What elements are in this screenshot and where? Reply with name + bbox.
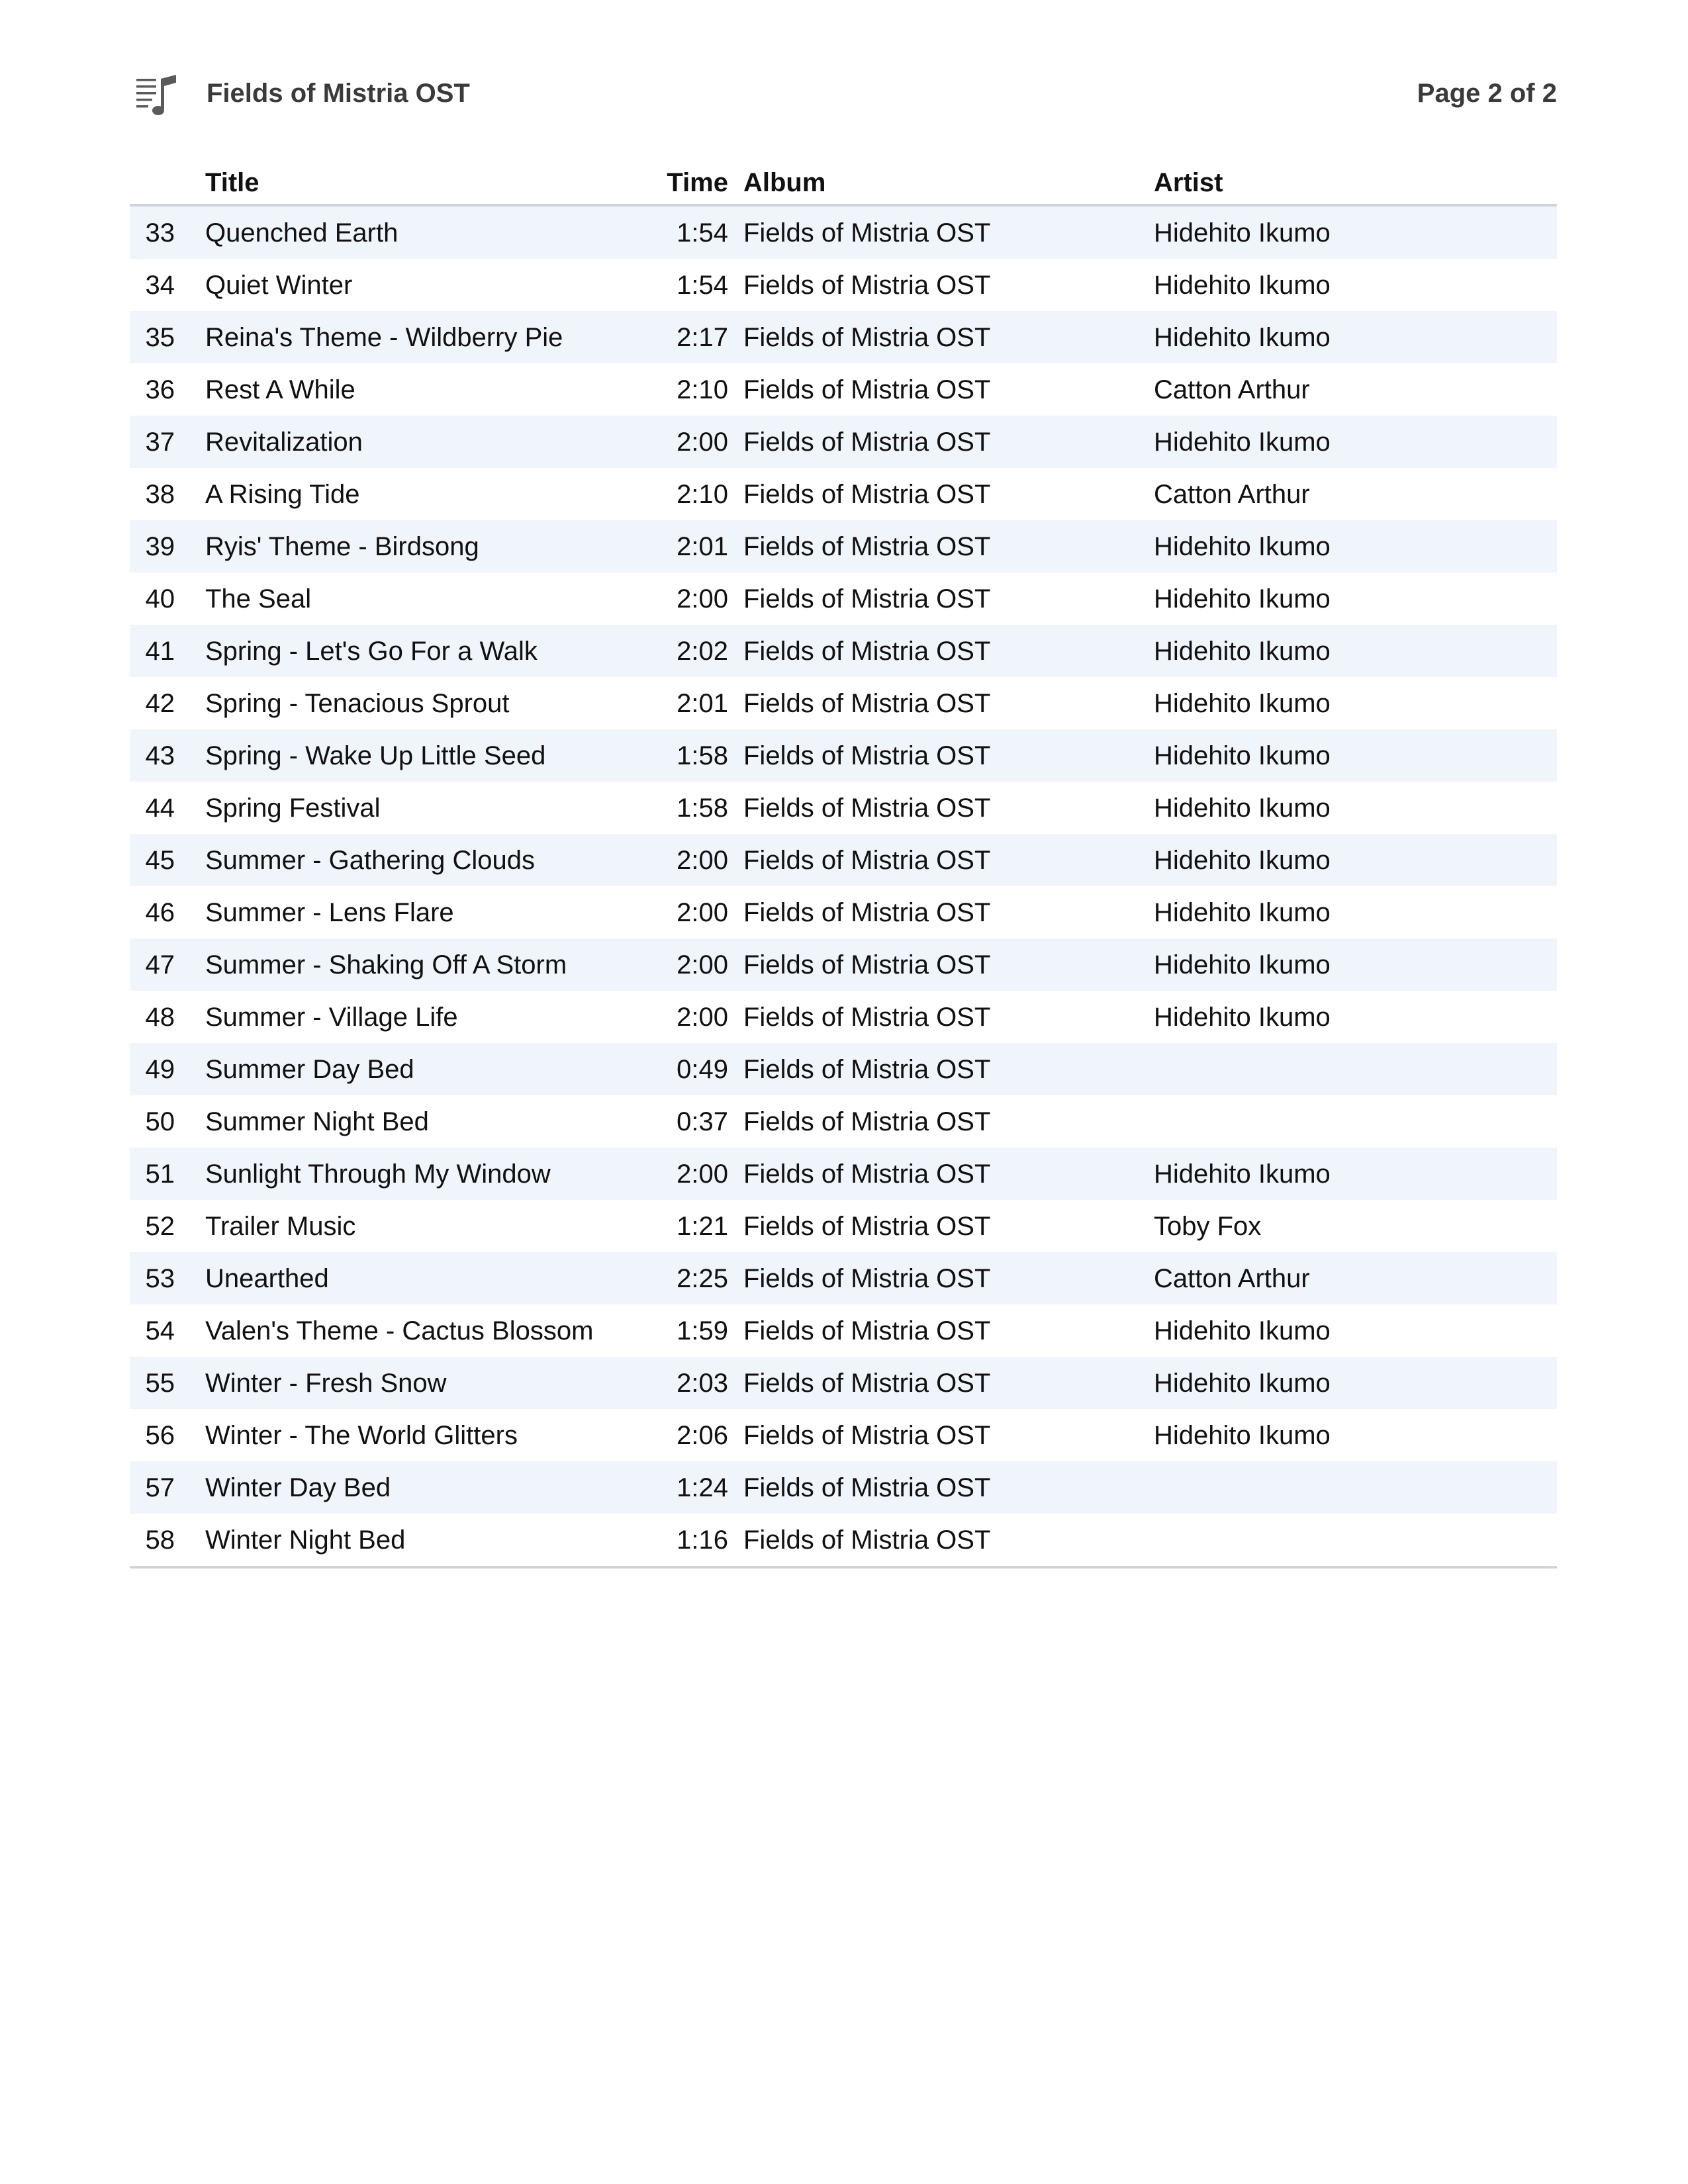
track-title: Summer - Village Life	[205, 1003, 458, 1032]
track-album: Fields of Mistria OST	[743, 846, 991, 875]
track-album: Fields of Mistria OST	[743, 1421, 991, 1450]
track-album: Fields of Mistria OST	[743, 218, 991, 248]
track-album: Fields of Mistria OST	[743, 584, 991, 614]
track-album: Fields of Mistria OST	[743, 271, 991, 300]
track-title: Summer - Shaking Off A Storm	[205, 950, 567, 979]
track-time: 1:58	[677, 741, 728, 770]
track-number: 42	[145, 689, 175, 718]
track-title: Trailer Music	[205, 1212, 356, 1241]
track-album: Fields of Mistria OST	[743, 1264, 991, 1293]
track-artist: Toby Fox	[1154, 1212, 1262, 1241]
table-header	[130, 155, 1557, 206]
track-album: Fields of Mistria OST	[743, 950, 991, 979]
track-time: 1:59	[677, 1316, 728, 1345]
track-album: Fields of Mistria OST	[743, 1055, 991, 1084]
track-time: 1:24	[677, 1473, 728, 1502]
track-title: Reina's Theme - Wildberry Pie	[205, 323, 563, 352]
track-album: Fields of Mistria OST	[743, 1003, 991, 1032]
column-header-artist: Artist	[1154, 168, 1223, 197]
track-number: 36	[145, 375, 175, 404]
track-number: 39	[145, 532, 175, 561]
track-title: Summer - Lens Flare	[205, 898, 454, 927]
track-title: A Rising Tide	[205, 480, 360, 509]
track-time: 2:25	[677, 1264, 728, 1293]
track-number: 46	[145, 898, 175, 927]
track-row[interactable]	[130, 1514, 1557, 1566]
column-header-album: Album	[743, 168, 826, 197]
track-title: Valen's Theme - Cactus Blossom	[205, 1316, 594, 1345]
track-row[interactable]	[130, 1043, 1557, 1095]
track-album: Fields of Mistria OST	[743, 323, 991, 352]
track-time: 1:58	[677, 794, 728, 823]
track-number: 56	[145, 1421, 175, 1450]
track-number: 38	[145, 480, 175, 509]
track-album: Fields of Mistria OST	[743, 1160, 991, 1189]
track-row[interactable]	[130, 991, 1557, 1043]
page-number: Page 2 of 2	[1417, 79, 1557, 108]
track-album: Fields of Mistria OST	[743, 1212, 991, 1241]
track-number: 43	[145, 741, 175, 770]
track-row[interactable]	[130, 520, 1557, 572]
track-title: Winter - The World Glitters	[205, 1421, 518, 1450]
track-time: 1:54	[677, 218, 728, 248]
track-row[interactable]	[130, 572, 1557, 625]
track-time: 2:10	[677, 480, 728, 509]
track-artist: Hidehito Ikumo	[1154, 689, 1331, 718]
track-row[interactable]	[130, 834, 1557, 886]
track-artist: Hidehito Ikumo	[1154, 584, 1331, 614]
track-title: Unearthed	[205, 1264, 329, 1293]
track-title: Summer Night Bed	[205, 1107, 429, 1136]
track-title: Quiet Winter	[205, 271, 353, 300]
track-title: Revitalization	[205, 428, 363, 457]
track-time: 2:00	[677, 846, 728, 875]
track-title: Spring - Let's Go For a Walk	[205, 637, 538, 666]
track-artist: Hidehito Ikumo	[1154, 323, 1331, 352]
track-album: Fields of Mistria OST	[743, 1316, 991, 1345]
track-row[interactable]	[130, 1304, 1557, 1357]
track-album: Fields of Mistria OST	[743, 1369, 991, 1398]
track-title: Quenched Earth	[205, 218, 399, 248]
track-row[interactable]	[130, 677, 1557, 729]
track-title: Spring Festival	[205, 794, 381, 823]
track-title: Rest A While	[205, 375, 355, 404]
track-title: Spring - Wake Up Little Seed	[205, 741, 546, 770]
track-album: Fields of Mistria OST	[743, 1107, 991, 1136]
track-album: Fields of Mistria OST	[743, 1525, 991, 1555]
track-time: 2:10	[677, 375, 728, 404]
track-artist: Hidehito Ikumo	[1154, 271, 1331, 300]
track-title: Winter - Fresh Snow	[205, 1369, 447, 1398]
track-time: 2:00	[677, 1160, 728, 1189]
column-header-time: Time	[667, 168, 728, 197]
track-row[interactable]	[130, 1252, 1557, 1304]
track-time: 0:49	[677, 1055, 728, 1084]
track-table	[130, 155, 1557, 1569]
track-artist: Hidehito Ikumo	[1154, 428, 1331, 457]
track-artist: Hidehito Ikumo	[1154, 898, 1331, 927]
track-artist: Hidehito Ikumo	[1154, 637, 1331, 666]
track-artist: Hidehito Ikumo	[1154, 741, 1331, 770]
track-album: Fields of Mistria OST	[743, 898, 991, 927]
track-row[interactable]	[130, 625, 1557, 677]
track-title: Winter Night Bed	[205, 1525, 406, 1555]
track-number: 54	[145, 1316, 175, 1345]
track-time: 2:03	[677, 1369, 728, 1398]
track-time: 2:00	[677, 950, 728, 979]
track-album: Fields of Mistria OST	[743, 480, 991, 509]
track-row[interactable]	[130, 729, 1557, 782]
track-row[interactable]	[130, 1357, 1557, 1409]
track-row[interactable]	[130, 1409, 1557, 1461]
track-number: 37	[145, 428, 175, 457]
track-title: The Seal	[205, 584, 312, 614]
track-row[interactable]	[130, 206, 1557, 259]
track-time: 2:00	[677, 1003, 728, 1032]
track-time: 2:00	[677, 584, 728, 614]
track-time: 1:21	[677, 1212, 728, 1241]
track-row[interactable]	[130, 311, 1557, 363]
track-title: Ryis' Theme - Birdsong	[205, 532, 479, 561]
track-album: Fields of Mistria OST	[743, 794, 991, 823]
track-artist: Hidehito Ikumo	[1154, 1003, 1331, 1032]
track-number: 41	[145, 637, 175, 666]
track-number: 52	[145, 1212, 175, 1241]
track-number: 49	[145, 1055, 175, 1084]
column-header-title: Title	[205, 168, 259, 197]
track-album: Fields of Mistria OST	[743, 375, 991, 404]
track-artist: Hidehito Ikumo	[1154, 1160, 1331, 1189]
track-number: 51	[145, 1160, 175, 1189]
track-row[interactable]	[130, 363, 1557, 416]
track-album: Fields of Mistria OST	[743, 741, 991, 770]
track-album: Fields of Mistria OST	[743, 1473, 991, 1502]
track-time: 1:16	[677, 1525, 728, 1555]
track-number: 50	[145, 1107, 175, 1136]
document-title: Fields of Mistria OST	[207, 79, 470, 108]
track-row[interactable]	[130, 1200, 1557, 1252]
track-number: 48	[145, 1003, 175, 1032]
track-artist: Catton Arthur	[1154, 480, 1310, 509]
track-album: Fields of Mistria OST	[743, 637, 991, 666]
table-bottom-divider	[130, 1566, 1557, 1569]
track-album: Fields of Mistria OST	[743, 532, 991, 561]
track-time: 2:17	[677, 323, 728, 352]
track-number: 33	[145, 218, 175, 248]
track-number: 55	[145, 1369, 175, 1398]
track-time: 2:01	[677, 689, 728, 718]
track-row[interactable]	[130, 1461, 1557, 1514]
track-artist: Hidehito Ikumo	[1154, 1369, 1331, 1398]
track-number: 57	[145, 1473, 175, 1502]
track-row[interactable]	[130, 938, 1557, 991]
track-row[interactable]	[130, 886, 1557, 938]
track-number: 35	[145, 323, 175, 352]
track-title: Sunlight Through My Window	[205, 1160, 551, 1189]
track-title: Summer Day Bed	[205, 1055, 414, 1084]
track-list	[130, 206, 1557, 1566]
track-artist: Catton Arthur	[1154, 1264, 1310, 1293]
track-row[interactable]	[130, 782, 1557, 834]
track-time: 2:00	[677, 428, 728, 457]
track-row[interactable]	[130, 1148, 1557, 1200]
track-artist: Hidehito Ikumo	[1154, 218, 1331, 248]
track-number: 40	[145, 584, 175, 614]
track-time: 2:06	[677, 1421, 728, 1450]
track-time: 2:02	[677, 637, 728, 666]
track-row[interactable]	[130, 1095, 1557, 1148]
track-artist: Hidehito Ikumo	[1154, 950, 1331, 979]
playlist-music-icon	[136, 75, 177, 117]
track-number: 45	[145, 846, 175, 875]
track-number: 58	[145, 1525, 175, 1555]
track-number: 34	[145, 271, 175, 300]
track-artist: Hidehito Ikumo	[1154, 532, 1331, 561]
track-number: 47	[145, 950, 175, 979]
track-row[interactable]	[130, 259, 1557, 311]
track-album: Fields of Mistria OST	[743, 428, 991, 457]
track-title: Winter Day Bed	[205, 1473, 391, 1502]
track-row[interactable]	[130, 416, 1557, 468]
track-artist: Hidehito Ikumo	[1154, 1421, 1331, 1450]
track-time: 0:37	[677, 1107, 728, 1136]
track-artist: Hidehito Ikumo	[1154, 846, 1331, 875]
track-title: Spring - Tenacious Sprout	[205, 689, 510, 718]
track-number: 53	[145, 1264, 175, 1293]
track-artist: Catton Arthur	[1154, 375, 1310, 404]
track-artist: Hidehito Ikumo	[1154, 1316, 1331, 1345]
track-time: 2:01	[677, 532, 728, 561]
track-time: 2:00	[677, 898, 728, 927]
track-time: 1:54	[677, 271, 728, 300]
page-header	[130, 69, 1557, 120]
track-number: 44	[145, 794, 175, 823]
track-artist: Hidehito Ikumo	[1154, 794, 1331, 823]
track-row[interactable]	[130, 468, 1557, 520]
track-album: Fields of Mistria OST	[743, 689, 991, 718]
track-title: Summer - Gathering Clouds	[205, 846, 535, 875]
